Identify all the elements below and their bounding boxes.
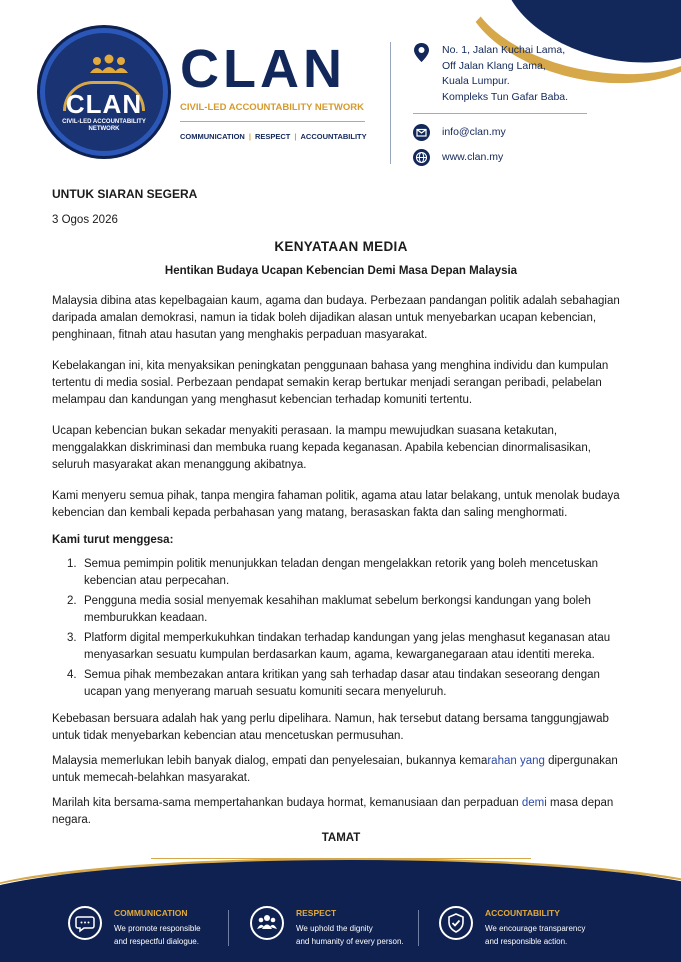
pillar-desc-line2: and respectful dialogue.: [114, 937, 199, 946]
globe-icon: [413, 149, 430, 166]
call-text: Semua pemimpin politik menunjukkan teladan dengan mengelakkan retorik yang boleh mencetuskan kebencian atau perpecahan.: [84, 558, 598, 587]
value-communication: COMMUNICATION: [180, 132, 245, 141]
pillar-description: [114, 922, 264, 948]
pillar-accountability: [439, 900, 639, 952]
call-text: Platform digital memperkukuhkan tindakan terhadap kandungan yang jelas menghasut keganasan atau menyasarkan sesuatu kumpulan berdasarkan kaum, agama, kewarganegaraan atau identiti mereka.: [84, 632, 611, 661]
contact-rule: [413, 113, 587, 114]
brand-full-name: CIVIL-LED ACCOUNTABILITY NETWORK: [180, 102, 365, 113]
call-item: [52, 556, 630, 590]
call-item: [52, 630, 630, 664]
pillar-desc-line1: We uphold the dignity: [296, 924, 373, 933]
address-line-3: Kuala Lumpur.: [442, 75, 510, 87]
value-separator: |: [294, 132, 297, 141]
footer-pillars: [0, 900, 681, 956]
paragraph-2: Kebelakangan ini, kita menyaksikan peningkatan penggunaan bahasa yang menghina individu dan kumpulan tertentu di media sosial. Perbezaan pendapat semakin kerap bertukar menjadi serangan peribadi, pelabelan melampau dan kandungan yang menghasut kebencian terhadap komuniti tertentu.: [52, 360, 609, 406]
closing-paragraph-2: [52, 753, 630, 787]
closing-2-part-a: Malaysia memerlukan lebih banyak dialog, empati dan penyelesaian, bukannya kema: [52, 755, 488, 767]
pillar-title: ACCOUNTABILITY: [485, 908, 560, 918]
pillar-description: [296, 922, 446, 948]
paragraph-3: Ucapan kebencian bukan sekadar menyakiti perasaan. Ia mampu mewujudkan suasana ketakutan, menggalakkan diskriminasi dan membuka ruang kepada keganasan. Apabila kebencian dinormalisasikan, seluruh masyarakat akan menanggung akibatnya.: [52, 425, 591, 471]
call-text: Semua pihak membezakan antara kritikan yang sah terhadap dasar atau tindakan seseorang dengan ucapan yang menyerang maruah sesuatu komuniti secara menyeluruh.: [84, 669, 600, 698]
header-divider: [390, 42, 391, 164]
paragraph-4: Kami menyeru semua pihak, tanpa mengira fahaman politik, agama atau latar belakang, untuk menolak budaya kebencian dan kembali kepada perbahasan yang matang, berasaskan fakta dan saling menghormati.: [52, 490, 620, 519]
address-line-4: Kompleks Tun Gafar Baba.: [442, 90, 569, 103]
closing-3-part-a: Marilah kita bersama-sama mempertahankan budaya hormat, kemanusiaan dan perpaduan: [52, 797, 522, 809]
closing-paragraph-1: Kebebasan bersuara adalah hak yang perlu dipelihara. Namun, hak tersebut datang bersama tanggungjawab untuk tidak menyebarkan kebencian atau mencetuskan permusuhan.: [52, 713, 609, 742]
call-item: [52, 593, 630, 627]
pillar-desc-line2: and humanity of every person.: [296, 937, 404, 946]
pillar-desc-line1: We encourage transparency: [485, 924, 586, 933]
end-marker: TAMAT: [321, 832, 361, 844]
brand-block: [180, 39, 370, 141]
mail-icon: [413, 124, 430, 141]
release-subtitle: Hentikan Budaya Ucapan Kebencian Demi Masa Depan Malaysia: [164, 265, 518, 277]
call-text: Pengguna media sosial menyemak kesahihan maklumat sebelum berkongsi kandungan yang boleh memburukkan keadaan.: [84, 595, 591, 624]
closing-3-part-c: masa depan negara.: [52, 797, 614, 826]
logo-subtext: [55, 119, 153, 133]
brand-rule: [180, 121, 365, 122]
call-number: 2.: [67, 595, 77, 607]
call-item: [52, 667, 630, 701]
pillar-description: [485, 922, 635, 948]
shield-check-icon: [439, 906, 473, 940]
call-list: [52, 556, 630, 701]
value-accountability: ACCOUNTABILITY: [300, 132, 367, 141]
closing-3-part-b: demi: [521, 797, 547, 809]
press-release-body: [52, 187, 630, 905]
release-title: KENYATAAN MEDIA: [274, 239, 408, 254]
email-link[interactable]: info@clan.my: [442, 126, 506, 138]
pillar-desc-line1: We promote responsible: [114, 924, 201, 933]
website-link[interactable]: www.clan.my: [442, 151, 504, 163]
address: [413, 43, 613, 105]
call-number: 4.: [67, 669, 77, 681]
logo-subtext-line1: CIVIL-LED ACCOUNTABILITY: [62, 119, 146, 125]
chat-bubble-icon: [68, 906, 102, 940]
pillar-communication: [68, 900, 268, 952]
pillar-desc-line2: and responsible action.: [485, 937, 568, 946]
address-line-2: Off Jalan Klang Lama,: [442, 59, 546, 72]
value-respect: RESPECT: [254, 132, 291, 141]
brand-name: CLAN: [180, 39, 346, 99]
closing-2-part-b: rahan yang: [487, 755, 545, 767]
website-row: [413, 149, 613, 166]
closing-paragraph-3: [52, 795, 630, 829]
pillar-respect: [250, 900, 450, 952]
call-heading: Kami turut menggesa:: [52, 534, 174, 546]
footer-divider: [228, 910, 229, 946]
value-separator: |: [248, 132, 251, 141]
logo-text: CLAN: [65, 89, 143, 119]
release-label: UNTUK SIARAN SEGERA: [52, 187, 198, 201]
paragraph-1: Malaysia dibina atas kepelbagaian kaum, agama dan budaya. Perbezaan pandangan politik adalah sebahagian daripada amalan demokrasi, namun ia tidak boleh dijadikan alasan untuk menyebarkan ucapan kebencian, penghinaan, fitnah atau hasutan yang menghakis perpaduan masyarakat.: [52, 295, 620, 341]
pillar-title: COMMUNICATION: [114, 908, 188, 918]
address-line-1: No. 1, Jalan Kuchai Lama,: [442, 44, 566, 56]
people-group-icon: [250, 906, 284, 940]
clan-logo: [40, 28, 168, 156]
pillar-title: RESPECT: [296, 908, 337, 918]
call-number: 1.: [67, 558, 77, 570]
footer-divider: [418, 910, 419, 946]
logo-subtext-line2: NETWORK: [88, 126, 120, 132]
letterhead: [0, 0, 681, 175]
release-date: 3 Ogos 2026: [52, 214, 118, 226]
contact-block: [413, 43, 613, 174]
email-row: [413, 124, 613, 141]
brand-values: [180, 132, 370, 141]
call-number: 3.: [67, 632, 77, 644]
closing-2-part-c: dipergunakan untuk memecah-belahkan masyarakat.: [52, 755, 618, 784]
location-pin-icon: [413, 43, 430, 60]
